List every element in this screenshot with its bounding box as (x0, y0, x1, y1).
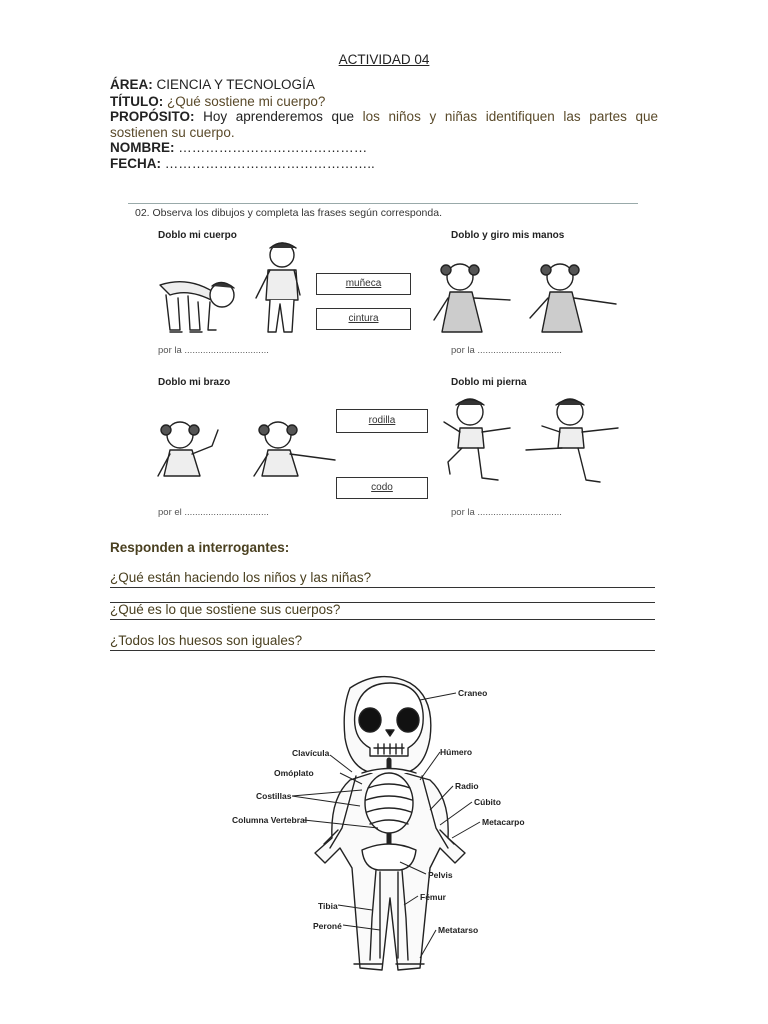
label-craneo: Craneo (458, 688, 488, 698)
question-2: ¿Qué es lo que sostiene sus cuerpos? (110, 602, 655, 620)
label-perone: Peroné (313, 921, 342, 931)
panel-fill-1: por la ................................ (158, 345, 269, 356)
nombre-label: NOMBRE: (110, 140, 175, 155)
question-1: ¿Qué están haciendo los niños y las niñas? (110, 570, 655, 588)
titulo-label: TÍTULO: (110, 94, 164, 109)
panel-fill-2: por la ................................ (451, 345, 562, 356)
label-humero: Húmero (440, 747, 473, 757)
panel-fill-3: por el ................................ (158, 507, 269, 518)
word-codo: codo (371, 482, 393, 493)
area-value: CIENCIA Y TECNOLOGÍA (156, 77, 315, 92)
label-metatarso: Metatarso (438, 925, 479, 935)
label-metacarpo: Metacarpo (482, 817, 525, 827)
label-tibia: Tibia (318, 901, 338, 911)
label-radio: Radio (455, 781, 479, 791)
panel-caption-1: Doblo mi cuerpo (158, 230, 237, 241)
label-omoplato: Omóplato (274, 768, 314, 778)
fecha-dots: ……………………………………….. (164, 156, 375, 171)
area-label: ÁREA: (110, 77, 153, 92)
fecha-label: FECHA: (110, 156, 161, 171)
panel-caption-4: Doblo mi pierna (451, 377, 527, 388)
exercise-instruction: 02. Observa los dibujos y completa las frases según corresponda. (135, 207, 442, 219)
word-muneca: muñeca (345, 278, 382, 289)
panel-fill-4: por la ................................ (451, 507, 562, 518)
label-costillas: Costillas (256, 791, 292, 801)
panel-caption-2: Doblo y giro mis manos (451, 230, 565, 241)
word-cintura: cintura (348, 313, 379, 324)
titulo-value: ¿Qué sostiene mi cuerpo? (167, 94, 326, 109)
word-rodilla: rodilla (368, 415, 396, 426)
label-pelvis: Pelvis (428, 870, 453, 880)
proposito-value-b: los niños y niñas identifiquen las partes que sostienen su cuerpo. (110, 109, 658, 140)
questions-heading: Responden a interrogantes: (110, 540, 290, 555)
question-3: ¿Todos los huesos son iguales? (110, 633, 655, 651)
proposito-value-a: Hoy aprenderemos que (203, 109, 355, 124)
label-clavicula: Clavícula (292, 748, 330, 758)
label-femur: Fémur (420, 892, 446, 902)
activity-title: ACTIVIDAD 04 (338, 52, 430, 67)
nombre-dots: …………………………………… (178, 140, 368, 155)
panel-caption-3: Doblo mi brazo (158, 377, 231, 388)
label-cubito: Cúbito (474, 797, 501, 807)
label-columna-vertebral: Columna Vertebral (232, 815, 308, 825)
proposito-label: PROPÓSITO: (110, 109, 195, 124)
